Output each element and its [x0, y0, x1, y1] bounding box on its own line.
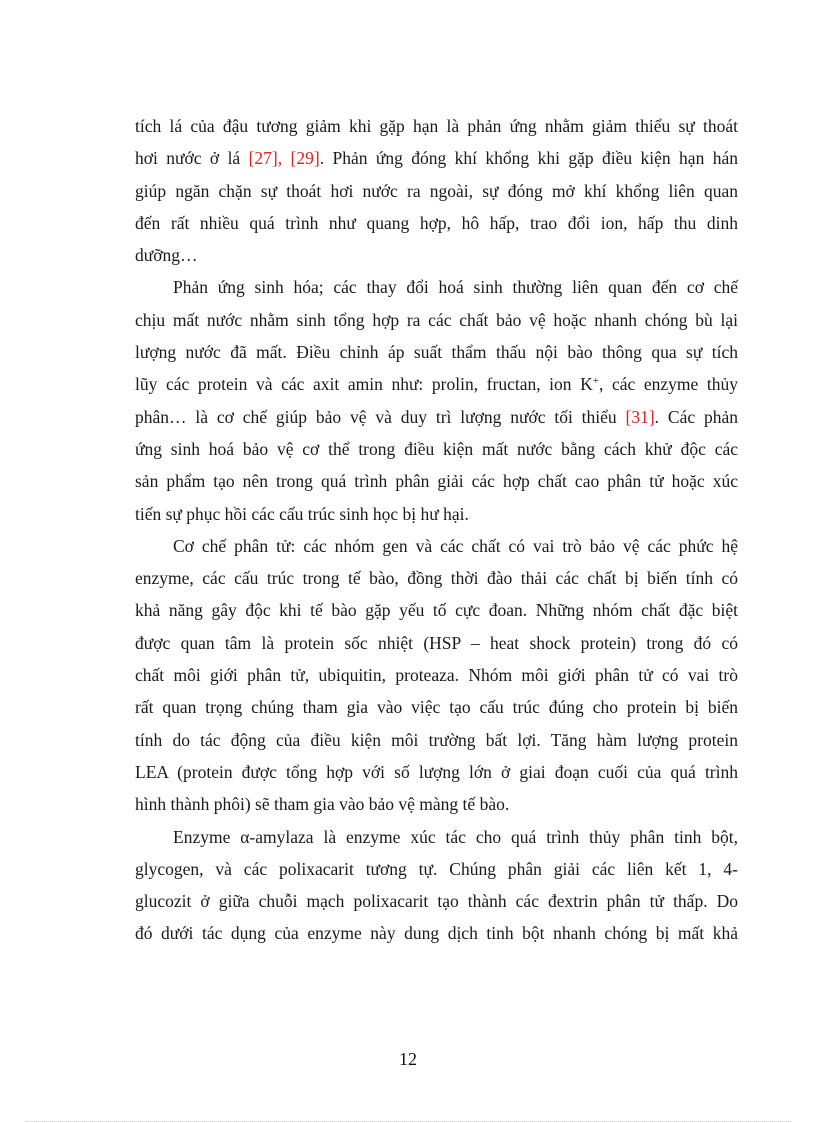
text-line: LEA (protein được tổng hợp với số lượng lớn ở giai đoạn cuối của quá trình: [135, 761, 738, 782]
text-line: tiến sự phục hồi các cấu trúc sinh học bị hư hại.: [135, 503, 469, 524]
text-line: chịu mất nước nhằm sinh tổng hợp ra các chất bảo vệ hoặc nhanh chóng bù lại: [135, 309, 738, 330]
text-line: hơi nước ở lá [27], [29]. Phản ứng đóng khí khổng khi gặp điều kiện hạn hán: [135, 148, 738, 169]
text-line: rất quan trọng chúng tham gia vào việc tạo cấu trúc đúng cho protein bị biến: [135, 697, 738, 718]
text-line: được quan tâm là protein sốc nhiệt (HSP – heat shock protein) trong đó có: [135, 632, 738, 653]
text-line: chất môi giới phân tử, ubiquitin, proteaza. Nhóm môi giới phân tử có vai trò: [135, 665, 738, 686]
text-line: giúp ngăn chặn sự thoát hơi nước ra ngoài, sự đóng mở khí khổng liên quan: [135, 180, 738, 201]
text-line: Cơ chế phân tử: các nhóm gen và các chất có vai trò bảo vệ các phức hệ: [173, 535, 738, 556]
text-line: glucozit ở giữa chuỗi mạch polixacarit tạo thành các đextrin phân tử thấp. Do: [135, 891, 738, 912]
text-line: ứng sinh hoá bảo vệ cơ thể trong điều kiện mất nước bằng cách khử độc các: [135, 438, 738, 459]
text-line: sản phẩm tạo nên trong quá trình phân giải các hợp chất cao phân tử hoặc xúc: [135, 471, 738, 492]
text-line: khả năng gây độc khi tế bào gặp yếu tố cực đoan. Những nhóm chất đặc biệt: [135, 600, 738, 621]
text-line: enzyme, các cấu trúc trong tế bào, đồng thời đào thải các chất bị biến tính có: [135, 568, 738, 589]
paragraph-1: [135, 110, 738, 271]
text-line: Enzyme α-amylaza là enzyme xúc tác cho quá trình thủy phân tinh bột,: [173, 826, 738, 847]
page-bottom-divider: [25, 1121, 791, 1122]
body-text: [135, 110, 738, 950]
text-line: hình thành phôi) sẽ tham gia vào bảo vệ màng tế bào.: [135, 794, 510, 815]
text-line: glycogen, và các polixacarit tương tự. Chúng phân giải các liên kết 1, 4-: [135, 858, 738, 879]
citation-link[interactable]: [27], [29]: [248, 148, 320, 169]
superscript-plus: +: [592, 375, 599, 388]
text-line: Phản ứng sinh hóa; các thay đổi hoá sinh thường liên quan đến cơ chế: [173, 277, 738, 298]
paragraph-4: [135, 821, 738, 950]
text-line: lũy các protein và các axit amin như: prolin, fructan, ion K+, các enzyme thủy: [135, 374, 738, 395]
text-line: tính do tác động của điều kiện môi trường bất lợi. Tăng hàm lượng protein: [135, 729, 738, 750]
text-line: lượng nước đã mất. Điều chỉnh áp suất thẩm thấu nội bào thông qua sự tích: [135, 342, 738, 363]
text-line: tích lá của đậu tương giảm khi gặp hạn là phản ứng nhằm giảm thiểu sự thoát: [135, 116, 738, 136]
text-line: dưỡng…: [135, 245, 198, 266]
paragraph-3: [135, 530, 738, 821]
paragraph-2: [135, 271, 738, 529]
text-line: đến rất nhiều quá trình như quang hợp, hô hấp, trao đổi ion, hấp thu dinh: [135, 212, 738, 233]
page-number: 12: [399, 1049, 417, 1069]
citation-link[interactable]: [31]: [625, 406, 655, 427]
text-line: phân… là cơ chế giúp bảo vệ và duy trì lượng nước tối thiểu [31]. Các phản: [135, 406, 738, 427]
text-line: đó dưới tác dụng của enzyme này dung dịch tinh bột nhanh chóng bị mất khả: [135, 923, 738, 944]
